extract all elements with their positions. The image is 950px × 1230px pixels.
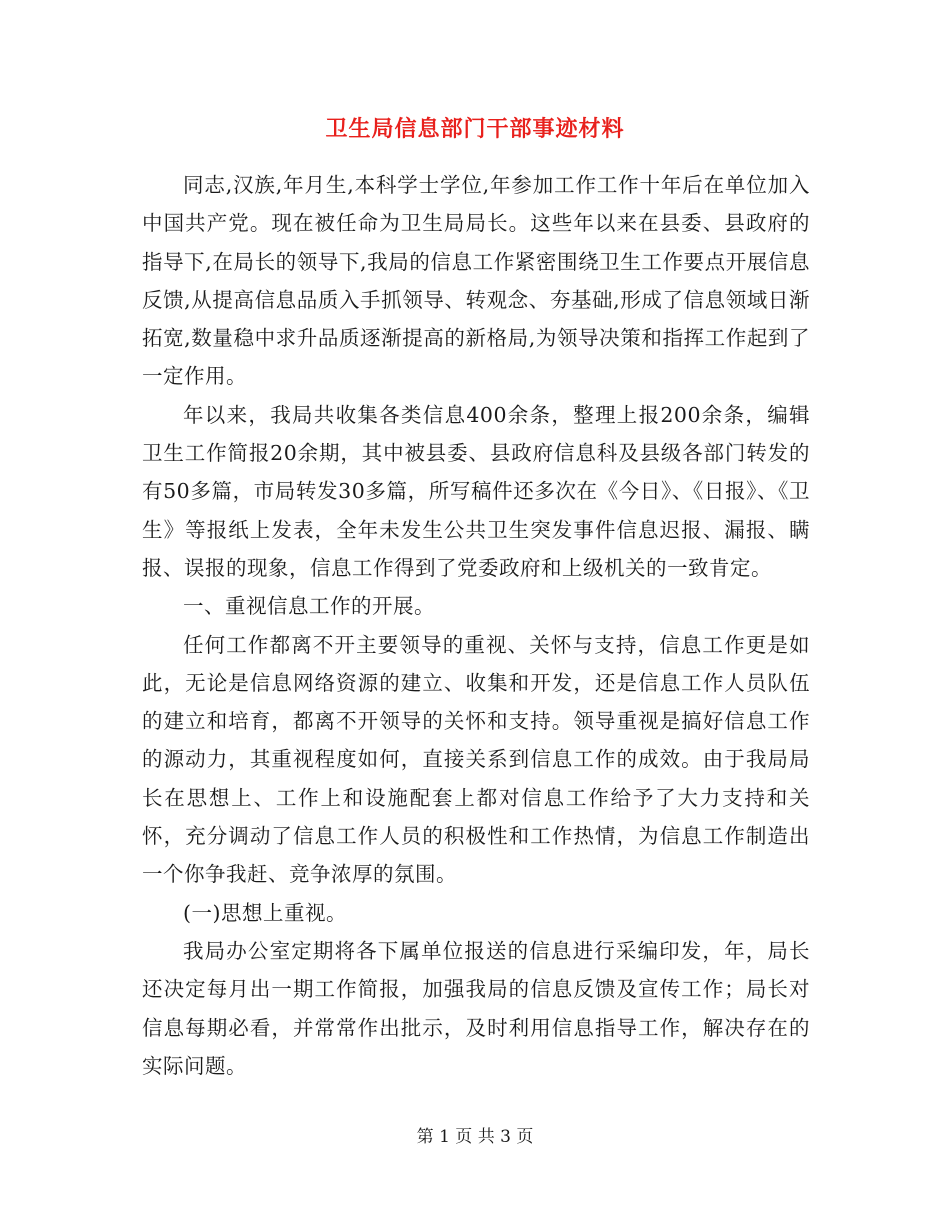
- paragraph-statistics: 年以来，我局共收集各类信息400余条，整理上报200余条，编辑卫生工作简报20余期，其中被县委、县政府信息科及县级各部门转发的有50多篇，市局转发30多篇，所写稿件还多次在《今日》、《日报》、《卫生》等报纸上发表，全年未发生公共卫生突发事件信息迟报、漏报、瞒报、误报的现象，信息工作得到了党委政府和上级机关的一致肯定。: [142, 402, 810, 580]
- paragraph-intro: 同志,汉族,年月生,本科学士学位,年参加工作工作十年后在单位加入中国共产党。现在被任命为卫生局局长。这些年以来在县委、县政府的指导下,在局长的领导下,我局的信息工作紧密围绕卫生工作要点开展信息反馈,从提高信息品质入手抓领导、转观念、夯基础,形成了信息领域日渐拓宽,数量稳中求升品质逐渐提高的新格局,为领导决策和指挥工作起到了一定作用。: [142, 173, 810, 389]
- paragraph-office-work: 我局办公室定期将各下属单位报送的信息进行采编印发，年，局长还决定每月出一期工作简报，加强我局的信息反馈及宣传工作；局长对信息每期必看，并常常作出批示，及时利用信息指导工作，解决存在的实际问题。: [142, 938, 810, 1078]
- section-heading-1: 一、重视信息工作的开展。: [183, 594, 435, 619]
- document-title: 卫生局信息部门干部事迹材料: [325, 116, 625, 142]
- subsection-heading-1: (一)思想上重视。: [183, 900, 347, 925]
- paragraph-leadership: 任何工作都离不开主要领导的重视、关怀与支持，信息工作更是如此，无论是信息网络资源的建立、收集和开发，还是信息工作人员队伍的建立和培育，都离不开领导的关怀和支持。领导重视是搞好信息工作的源动力，其重视程度如何，直接关系到信息工作的成效。由于我局局长在思想上、工作上和设施配套上都对信息工作给予了大力支持和关怀，充分调动了信息工作人员的积极性和工作热情，为信息工作制造出一个你争我赶、竞争浓厚的氛围。: [142, 632, 810, 887]
- document-body: [142, 166, 810, 1085]
- page-footer: 第 1 页 共 3 页: [416, 1127, 534, 1147]
